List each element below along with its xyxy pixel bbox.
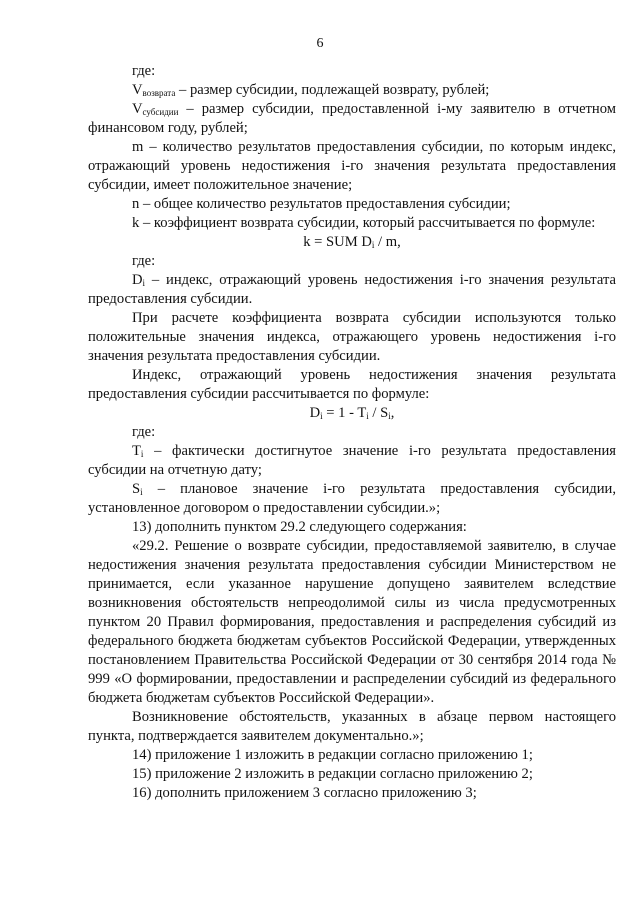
paragraph: «29.2. Решение о возврате субсидии, предоставляемой заявителю, в случае недостижения значения результата предоставления субсидии Министерством не принимается, если указанное нарушение допущено заявителем вследствие возникновения обстоятельств непреодолимой силы из числа предусмотренных пунктом 20 Правил формирования, предоставления и распределения субсидий из федерального бюджета бюджетам субъектов Российской Федерации, утвержденных постановлением Правительства Российской Федерации от 30 сентября 2014 года № 999 «О формировании, предоставлении и распределении субсидий из федерального бюджета бюджетам субъектов Российской Федерации». — [88, 538, 616, 706]
paragraph: 16) дополнить приложением 3 согласно приложению 3; — [132, 785, 477, 801]
formula-part: = 1 - T — [322, 405, 367, 421]
formula-subscript: i — [388, 411, 391, 421]
variable-subscript: возврата — [142, 88, 176, 98]
variable-subscript: субсидии — [142, 107, 179, 117]
variable-subscript: i — [140, 487, 143, 497]
variable-symbol: V — [132, 82, 143, 98]
variable-subscript: i — [142, 278, 146, 288]
definition-paragraph — [88, 480, 616, 518]
paragraph: 13) дополнить пунктом 29.2 следующего содержания: — [132, 519, 467, 535]
formula-subscript: i — [371, 240, 375, 250]
definition-text: – индекс, отражающий уровень недостижения i-го значения результата предоставления субсидии. — [88, 272, 616, 307]
formula-part: k = SUM D — [303, 234, 372, 250]
paragraph: n – общее количество результатов предоставления субсидии; — [132, 196, 511, 212]
paragraph: k – коэффициент возврата субсидии, который рассчитывается по формуле: — [132, 215, 596, 231]
paragraph: где: — [132, 253, 156, 269]
definition-text: – фактически достигнутое значение i-го результата предоставления субсидии на отчетную дату; — [88, 443, 616, 478]
variable-subscript: i — [140, 449, 144, 459]
paragraph: При расчете коэффициента возврата субсидии используются только положительные значения индекса, отражающего уровень недостижения i-го значения результата предоставления субсидии. — [88, 310, 616, 364]
variable-symbol: S — [132, 481, 141, 497]
variable-symbol: T — [132, 443, 141, 459]
formula-part: / m, — [374, 234, 401, 250]
paragraph: где: — [132, 63, 156, 79]
formula-subscript: i — [320, 411, 323, 421]
document-body — [88, 62, 616, 803]
paragraph: 14) приложение 1 изложить в редакции согласно приложению 1; — [132, 747, 533, 763]
variable-symbol: D — [132, 272, 143, 288]
definition-text: – размер субсидии, предоставленной i-му заявителю в отчетном финансовом году, рублей; — [88, 101, 616, 136]
definition-paragraph — [88, 442, 616, 480]
definition-text: – плановое значение i-го результата предоставления субсидии, установленное договором о предоставлении субсидии.»; — [88, 481, 616, 516]
formula-subscript: i — [366, 411, 369, 421]
variable-symbol: V — [132, 101, 143, 117]
formula — [88, 233, 616, 252]
paragraph: m – количество результатов предоставления субсидии, по которым индекс, отражающий уровень недостижения i-го значения результата предоставления субсидии, имеет положительное значение; — [88, 139, 616, 193]
formula — [88, 404, 616, 423]
page-number: 6 — [316, 36, 324, 51]
formula-part: , — [390, 405, 395, 421]
paragraph: 15) приложение 2 изложить в редакции согласно приложению 2; — [132, 766, 533, 782]
paragraph: где: — [132, 424, 156, 440]
paragraph: Индекс, отражающий уровень недостижения значения результата предоставления субсидии рассчитывается по формуле: — [88, 367, 616, 402]
paragraph: Возникновение обстоятельств, указанных в абзаце первом настоящего пункта, подтверждается заявителем документально.»; — [88, 709, 616, 744]
formula-part: / S — [368, 405, 389, 421]
definition-paragraph — [88, 81, 616, 100]
definition-paragraph — [88, 100, 616, 138]
formula-part: D — [309, 405, 321, 421]
definition-paragraph — [88, 271, 616, 309]
definition-text: – размер субсидии, подлежащей возврату, рублей; — [175, 82, 490, 98]
